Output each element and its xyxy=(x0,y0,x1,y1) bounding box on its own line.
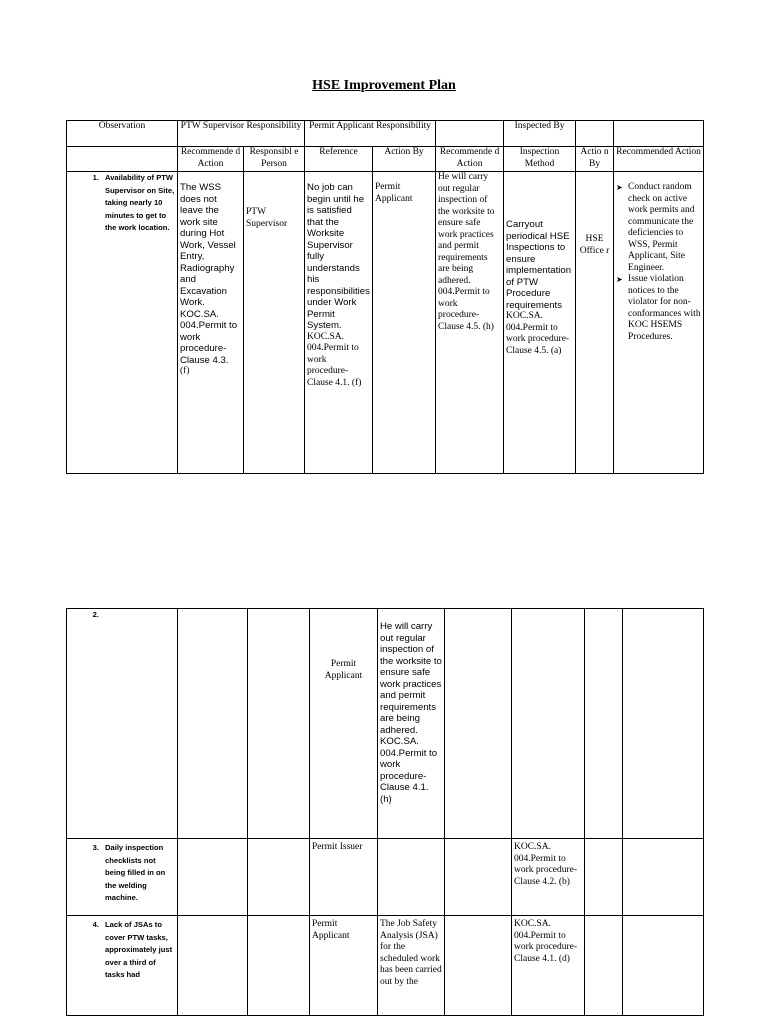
inspection-action-by-cell xyxy=(576,172,614,474)
recommended-action-cell xyxy=(623,609,704,839)
arrow-bullet-icon: ➤ xyxy=(616,183,623,192)
ptw-recommended-action: The WSS does not leave the work site during Hot Work, Vessel Entry, Radiography and Excavation Work. KOC.SA. 004.Permit to work procedure-Clause 4.3. xyxy=(180,182,238,366)
header-col-3: Reference xyxy=(305,147,373,172)
ptw-recommended-action-cell xyxy=(178,839,248,916)
inspection-action-by: HSE Office r xyxy=(579,234,610,256)
header-blank-2 xyxy=(576,121,614,147)
action-by-cell xyxy=(378,609,445,839)
table-row xyxy=(67,172,704,474)
observation-cell xyxy=(67,172,178,474)
ptw-recommended-action-tail: (f) xyxy=(180,366,190,376)
header-col-1: Recommende d Action xyxy=(178,147,244,172)
header-col-7: Actio n By xyxy=(576,147,614,172)
action-by-cell xyxy=(378,839,445,916)
ptw-responsible-person-cell xyxy=(244,172,305,474)
observation-text: Lack of JSAs to cover PTW tasks, approximately just over a third of tasks had xyxy=(105,920,173,979)
ptw-recommended-action-cell xyxy=(178,609,248,839)
inspection-method-cell xyxy=(504,172,576,474)
recommended-action-cell xyxy=(623,916,704,1016)
header-ptw-group: PTW Supervisor Responsibility xyxy=(178,121,305,147)
header-col-5: Recommende d Action xyxy=(436,147,504,172)
action-by-text: Permit Applicant xyxy=(375,182,413,204)
header-permit-group: Permit Applicant Responsibility xyxy=(305,121,436,147)
header-col-8: Recommended Action xyxy=(614,147,704,172)
inspection-method-cell xyxy=(512,609,585,839)
inspection-method: KOC.SA. 004.Permit to work procedure-Clause 4.1. (d) xyxy=(514,919,578,964)
inspection-method-tail: KOC.SA. 004.Permit to work procedure-Clause 4.5. (a) xyxy=(506,311,570,356)
reference-cell xyxy=(310,916,378,1016)
reference-text: Permit Applicant xyxy=(312,919,350,941)
recommended-action-cell xyxy=(623,839,704,916)
ptw-responsible-person-cell xyxy=(248,916,310,1016)
header-observation-blank xyxy=(67,147,178,172)
table-row xyxy=(67,609,704,839)
inspection-method: KOC.SA. 004.Permit to work procedure-Clause 4.2. (b) xyxy=(514,842,578,887)
observation-cell xyxy=(67,839,178,916)
action-by-text: He will carry out regular inspection of the worksite to ensure safe work practices and permit requirements are being adhered. KOC.SA. 004.Permit to work procedure-Clause 4.1. (h) xyxy=(380,621,442,805)
row-number: 1. xyxy=(92,173,99,182)
permit-recommended-action-cell xyxy=(445,839,512,916)
inspection-action-by-cell xyxy=(585,916,623,1016)
table-row xyxy=(67,916,704,1016)
header-col-2: Responsibl e Person xyxy=(244,147,305,172)
row-number: 4. xyxy=(92,920,99,929)
header-col-6: Inspection Method xyxy=(504,147,576,172)
arrow-bullet-icon: ➤ xyxy=(616,275,623,284)
reference-cell xyxy=(305,172,373,474)
observation-text: Availability of PTW Supervisor on Site, taking nearly 10 minutes to get to the work location. xyxy=(105,173,175,232)
row-number: 3. xyxy=(92,843,99,852)
observation-cell xyxy=(67,609,178,839)
observation-text: Daily inspection checklists not being filled in on the welding machine. xyxy=(105,843,166,902)
ptw-responsible-person-cell xyxy=(248,839,310,916)
reference-text: No job can begin until he is satisfied that the Worksite Supervisor fully understands his responsibilities under Work Permit System. xyxy=(307,182,370,331)
reference-cell xyxy=(310,839,378,916)
inspection-action-by-cell xyxy=(585,609,623,839)
table-row xyxy=(67,839,704,916)
inspection-method-cell xyxy=(512,839,585,916)
inspection-action-by-cell xyxy=(585,839,623,916)
reference-text: Permit Applicant xyxy=(324,659,363,681)
ptw-recommended-action-cell xyxy=(178,916,248,1016)
reference-tail: KOC.SA. 004.Permit to work procedure-Clause 4.1. (f) xyxy=(307,331,362,388)
ptw-responsible-person-cell xyxy=(248,609,310,839)
row-number: 2. xyxy=(92,610,99,619)
header-inspected-group: Inspected By xyxy=(504,121,576,147)
action-by-text: The Job Safety Analysis (JSA) for the scheduled work has been carried out by the xyxy=(380,919,442,987)
permit-recommended-action-cell xyxy=(445,916,512,1016)
reference-cell xyxy=(310,609,378,839)
permit-recommended-action-cell xyxy=(445,609,512,839)
recommended-item: ➤ Issue violation notices to the violator for non-conformances with KOC HSEMS Procedures. xyxy=(616,274,701,342)
permit-recommended-action-cell xyxy=(436,172,504,474)
header-observation: Observation xyxy=(67,121,178,147)
ptw-responsible-person: PTW Supervisor xyxy=(246,207,288,229)
action-by-cell xyxy=(373,172,436,474)
header-blank-3 xyxy=(614,121,704,147)
inspection-method: Carryout periodical HSE Inspections to ensure implementation of PTW Procedure requirements xyxy=(506,219,572,311)
ptw-recommended-action-cell xyxy=(178,172,244,474)
improvement-plan-table-1 xyxy=(66,120,704,474)
improvement-plan-table-2 xyxy=(66,608,704,1016)
permit-recommended-action: He will carry out regular inspection of the worksite to ensure safe work practices and permit requirements are being adhered. 004.Permit to work procedure-Clause 4.5. (h) xyxy=(438,172,495,332)
inspection-method-cell xyxy=(512,916,585,1016)
reference-text: Permit Issuer xyxy=(312,842,363,852)
header-blank-1 xyxy=(436,121,504,147)
action-by-cell xyxy=(378,916,445,1016)
recommended-item: ➤ Conduct random check on active work permits and communicate the deficiencies to WSS, Permit Applicant, Site Engineer. xyxy=(616,182,695,273)
header-col-4: Action By xyxy=(373,147,436,172)
page-title: HSE Improvement Plan xyxy=(312,78,456,93)
recommended-action-cell xyxy=(614,172,704,474)
observation-cell xyxy=(67,916,178,1016)
